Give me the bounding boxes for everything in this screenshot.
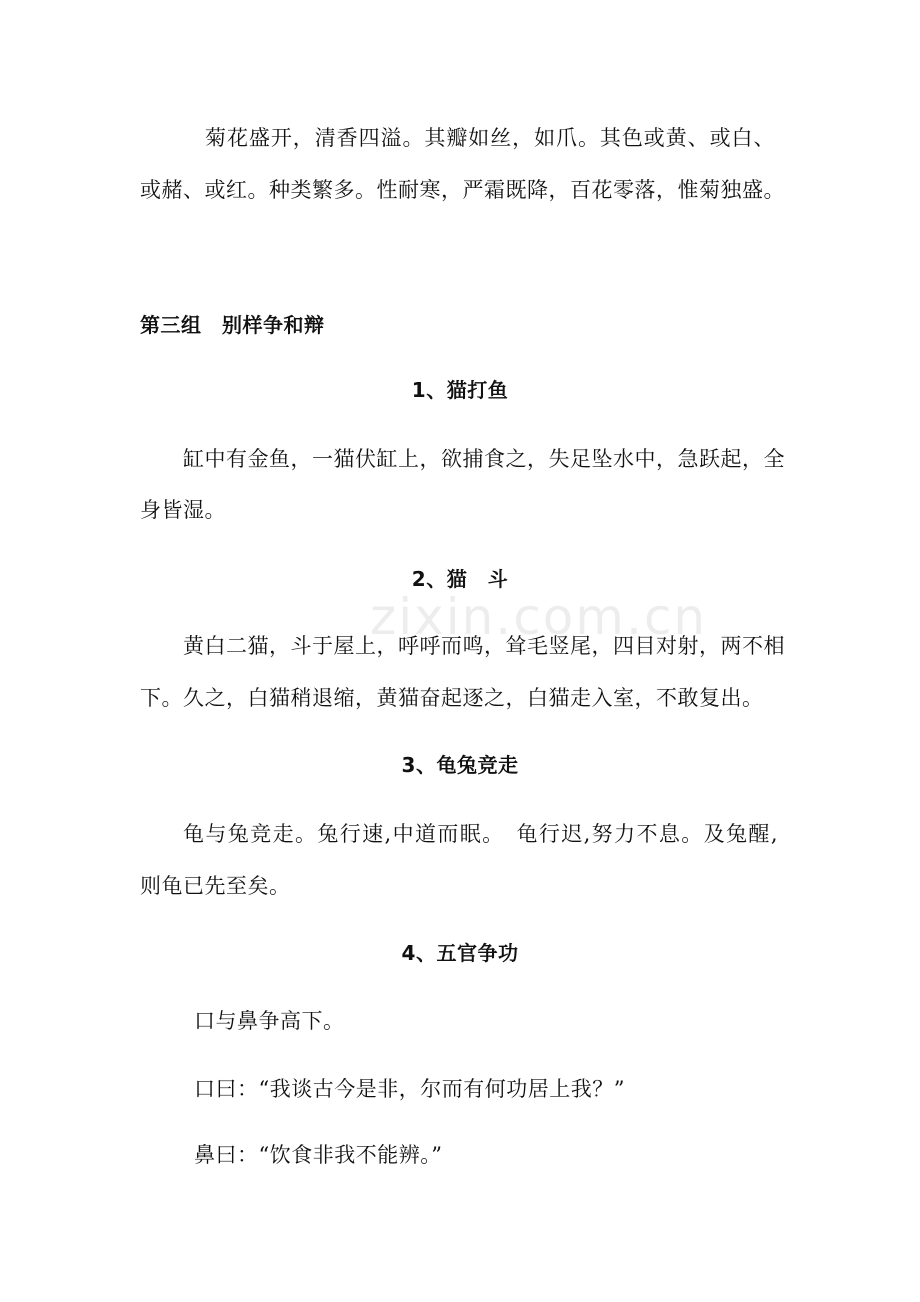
section-3-title: 3、龟兔竞走 <box>401 753 519 777</box>
section-2-line-2: 下。久之，白猫稍退缩，黄猫奋起逐之，白猫走入室，不敢复出。 <box>140 686 764 710</box>
section-4-line-2: 口曰：“我谈古今是非，尔而有何功居上我？” <box>194 1077 625 1101</box>
section-1-title: 1、猫打鱼 <box>411 378 509 402</box>
watermark: zixin.com.cn <box>370 588 708 646</box>
intro-line-2: 或赭、或红。种类繁多。性耐寒，严霜既降，百花零落，惟菊独盛。 <box>140 178 785 202</box>
section-1-line-1: 缸中有金鱼，一猫伏缸上，欲捕食之，失足坠水中，急跃起，全 <box>183 447 785 471</box>
section-3-line-1: 龟与兔竞走。兔行速,中道而眠。 龟行迟,努力不息。及兔醒, <box>183 822 778 846</box>
intro-line-1: 菊花盛开，清香四溢。其瓣如丝，如爪。其色或黄、或白、 <box>205 126 775 150</box>
section-4-title: 4、五官争功 <box>401 941 519 965</box>
section-3-line-2: 则龟已先至矣。 <box>140 874 291 898</box>
section-1-line-2: 身皆湿。 <box>140 498 226 522</box>
section-4-line-1: 口与鼻争高下。 <box>194 1009 345 1033</box>
section-2-line-1: 黄白二猫，斗于屋上，呼呼而鸣，耸毛竖尾，四目对射，两不相 <box>183 634 785 658</box>
group-heading: 第三组 别样争和辩 <box>140 313 325 337</box>
section-4-line-3: 鼻曰：“饮食非我不能辨。” <box>194 1143 443 1167</box>
section-2-title: 2、猫 斗 <box>411 567 509 591</box>
